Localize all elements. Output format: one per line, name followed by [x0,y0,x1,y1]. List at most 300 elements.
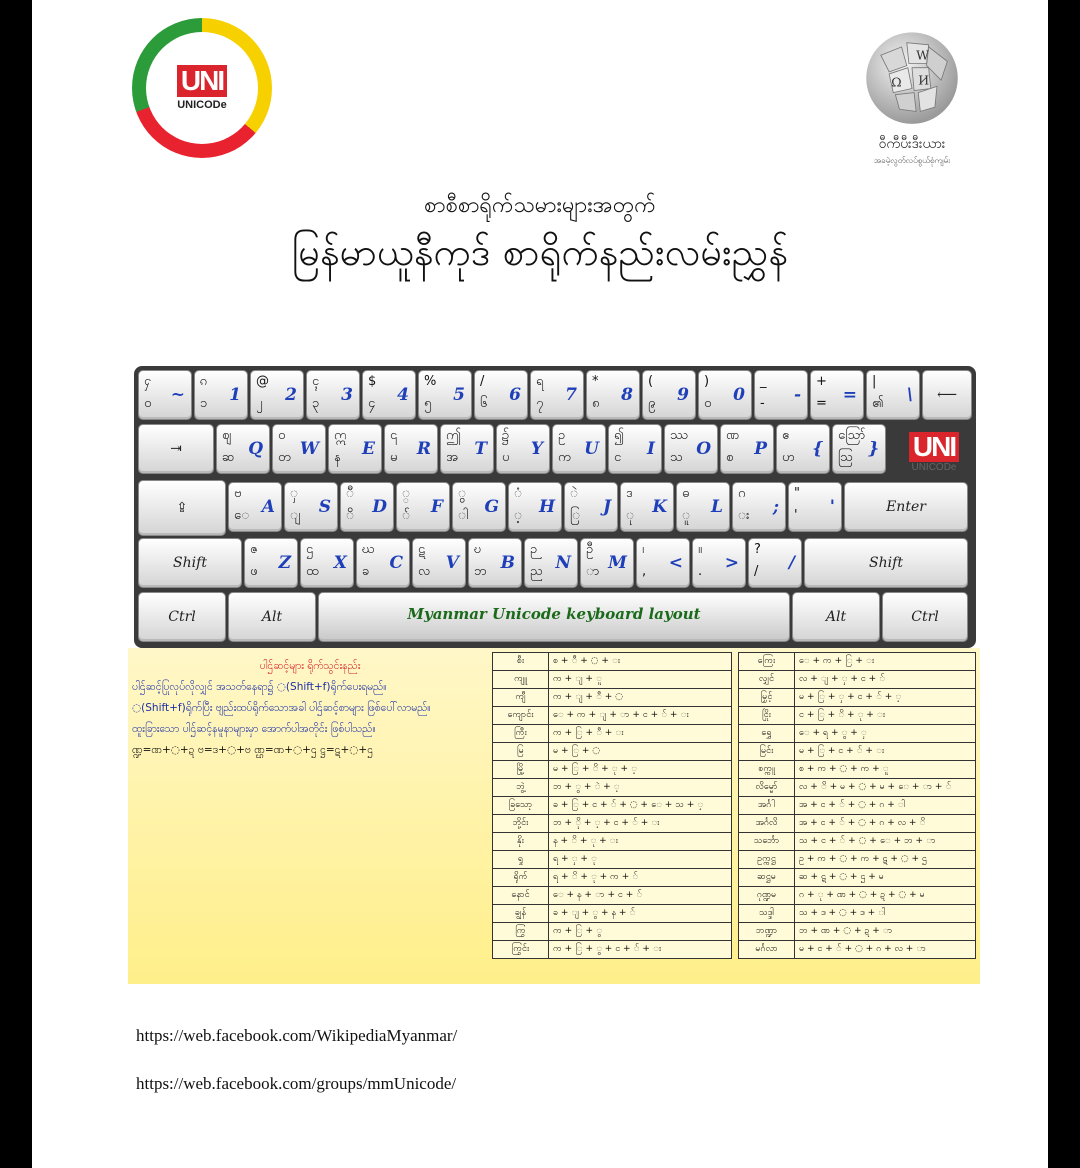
key-r3-7-latin: K [652,497,667,517]
key-r1-5[interactable] [418,370,472,420]
key-r1-7-shift-char: ရ [536,374,544,389]
key-r3-2-shift-char: ီ [346,486,355,501]
key-r2-6-latin: U [584,439,599,459]
unicode-logo [132,18,272,158]
key-r1-3[interactable] [306,370,360,420]
svg-text:W: W [916,47,929,63]
table-row [739,671,976,689]
table-row [739,725,976,743]
key-r3-0-shift-char: ဗ [234,486,242,501]
key-r1-0-base-char: ဝ [144,396,152,411]
key-backspace-label: ⟵ [936,387,958,403]
word-cell: ဘို့င်း [493,815,549,833]
key-ctrl-right[interactable] [882,592,968,642]
key-tab-label: ⇥ [170,441,182,457]
key-r2-11[interactable] [832,424,886,474]
key-tab[interactable] [138,424,214,474]
composition-cell: စ + က + ◌ + က + ူ [795,761,976,779]
key-r1-6-latin: 6 [509,385,521,405]
composition-cell: ဘ + ဏ + ◌ + ဍ + ာ [795,923,976,941]
key-r4-9-latin: / [788,553,795,573]
key-r2-7[interactable] [608,424,662,474]
key-r1-7-latin: 7 [565,385,577,405]
key-shift-right[interactable] [804,538,968,588]
word-cell: သင်္ဘော [739,833,795,851]
word-cell: စီး [493,653,549,671]
key-r2-8[interactable] [664,424,718,474]
table-row [739,851,976,869]
word-cell: ကြီး [493,725,549,743]
key-r3-0-base-char: ေ [234,508,250,523]
key-r4-4[interactable] [468,538,522,588]
word-cell: ချွန် [493,905,549,923]
key-r3-1[interactable] [284,482,338,532]
key-backslash[interactable] [866,370,920,420]
table-row [739,707,976,725]
space-bar-label: Myanmar Unicode keyboard layout [407,605,701,623]
key-r4-0-latin: Z [278,553,291,573]
key-r3-2-latin: D [372,497,387,517]
key-r3-6-latin: J [602,497,611,517]
key-r3-4[interactable] [452,482,506,532]
word-cell: အင်္ဂလိ [739,815,795,833]
key-r1-1[interactable] [194,370,248,420]
word-cell: ခြသော့ [493,797,549,815]
key-r3-3-shift-char: ္ [402,486,411,501]
document-page [32,0,1048,1168]
svg-text:Ω: Ω [891,74,902,90]
key-r3-3-latin: F [430,497,443,517]
composition-cell: က + ြ + ွ [549,923,732,941]
key-r2-5-latin: Y [530,439,543,459]
composition-cell: င + ြ + ိ + ု + း [795,707,976,725]
key-r1-10-shift-char: ) [704,374,710,389]
key-r3-8-latin: L [711,497,723,517]
key-r1-11-latin: - [793,385,801,405]
key-r1-1-latin: 1 [229,385,241,405]
key-r1-6[interactable] [474,370,528,420]
key-alt-right-label: Alt [825,609,847,625]
stacking-guide-panel [128,648,980,984]
key-r2-9[interactable] [720,424,774,474]
word-cell: ဂုဏ္ဍမ [739,887,795,905]
key-r3-9-base-char: း [738,508,750,523]
key-alt-right[interactable] [792,592,880,642]
composition-cell: သ + ဒ + ◌ + ဒ + ါ [795,905,976,923]
composition-cell: ေ + က + ြ + း [795,653,976,671]
key-r4-4-latin: B [500,553,515,573]
table-row [493,815,732,833]
word-cell: နောင် [493,887,549,905]
composition-cell: န + ိ + ု + း [549,833,732,851]
key-r1-7-base-char: ၇ [536,396,544,411]
word-cell: ဘဏ္ဍာ [739,923,795,941]
table-row [493,869,732,887]
word-cell: နိုး [493,833,549,851]
key-r4-5[interactable] [524,538,578,588]
key-r4-6[interactable] [580,538,634,588]
key-r4-2[interactable] [356,538,410,588]
key-r1-2[interactable] [250,370,304,420]
table-row [739,761,976,779]
word-cell: ကြေး [739,653,795,671]
key-r4-0[interactable] [244,538,298,588]
key-r2-5-shift-char: ၌ [502,428,510,443]
composition-cell: ဂ + ု + ဏ + ◌ + ဍ + ◌ + မ [795,887,976,905]
key-r3-2[interactable] [340,482,394,532]
key-r2-9-shift-char: ဏ [726,428,740,443]
word-cell: ကြွင်း [493,941,549,959]
word-cell: ကျူ [493,671,549,689]
key-r1-10[interactable] [698,370,752,420]
key-r2-10-base-char: ဟ [782,450,795,465]
key-r4-7-shift-char: ၊ [642,542,645,557]
wikipedia-tagline: အခမဲ့လွတ်လပ်စွယ်စုံကျမ်း [873,156,951,165]
key-r4-3-base-char: လ [418,564,431,579]
key-r1-8-latin: 8 [621,385,633,405]
key-r2-8-latin: O [696,439,711,459]
keyboard-diagram [134,366,976,648]
key-r2-0-shift-char: ဈ [222,428,232,443]
key-ctrl-left-label: Ctrl [168,609,196,625]
key-r1-5-base-char: ၅ [424,396,432,411]
word-cell: ဥက္ကဋ္ဌ [739,851,795,869]
key-r2-0-latin: Q [248,439,263,459]
key-shift-right-label: Shift [869,555,903,571]
key-r2-6-base-char: က [558,450,571,465]
word-cell: ရိုက် [493,869,549,887]
key-r3-10-shift-char: " [794,486,800,501]
key-r3-5-base-char: ့ [514,508,523,523]
key-r2-2-latin: E [362,439,375,459]
key-r2-8-base-char: သ [670,450,683,465]
key-r2-10-latin: { [812,439,823,459]
key-r2-9-base-char: စ [726,450,734,465]
key-r4-8[interactable] [692,538,746,588]
svg-text:И: И [918,72,930,88]
key-r4-5-shift-char: ဉ [530,542,538,557]
page-title: မြန်မာယူနီကုဒ် စာရိုက်နည်းလမ်းညွှန် [291,230,789,274]
key-r3-6-shift-char: ဲ [570,486,579,501]
key-r2-7-base-char: င [614,450,622,465]
key-r1-5-shift-char: % [424,374,437,389]
key-r1-4-latin: 4 [397,385,409,405]
key-r1-10-latin: 0 [733,385,745,405]
key-r4-2-shift-char: ဃ [362,542,375,557]
word-cell: မင်္ဂလာ [739,941,795,959]
key-backspace[interactable] [922,370,972,420]
key-r3-4-latin: G [484,497,499,517]
key-r1-3-base-char: ၃ [312,396,320,411]
key-r2-3-latin: R [416,439,431,459]
key-r1-2-latin: 2 [285,385,297,405]
key-r1-12-shift-char: + [816,374,827,389]
composition-cell: ဘ + ွ + ဲ + ့ [549,779,732,797]
composition-cell: အ + င + ် + ◌ + ဂ + လ + ိ [795,815,976,833]
key-r4-3-latin: V [445,553,459,573]
key-r3-0[interactable] [228,482,282,532]
key-r3-2-base-char: ိ [346,508,355,523]
key-r2-4[interactable] [440,424,494,474]
key-backslash-latin: \ [906,385,913,405]
key-backslash-base-char: ၏ [872,396,884,411]
key-r4-9-base-char: / [754,564,759,579]
table-row [493,833,732,851]
key-r3-8-base-char: ူ [682,508,691,523]
key-r4-3-shift-char: ဋ [418,542,426,557]
key-r2-7-shift-char: ၍ [614,428,624,443]
composition-cell: စ + ီ + ◌ + း [549,653,732,671]
key-r2-1-base-char: တ [278,450,291,465]
key-r2-8-shift-char: ဿ [670,428,688,443]
word-cell: မြို့ [493,761,549,779]
key-r1-11[interactable] [754,370,808,420]
key-r4-0-base-char: ဖ [250,564,258,579]
word-cell: မြင်း [739,743,795,761]
facebook-link-wikipedia[interactable]: https://web.facebook.com/WikipediaMyanmar/ [136,1026,458,1045]
key-r2-11-latin: } [868,439,879,459]
key-r2-10-shift-char: ဧ [782,428,790,443]
table-row [493,779,732,797]
notes-line-2: ◌(Shift+f)ရိုက်ပြီး ဗျည်းထပ်ရိုက်သောအခါ ပါဌ်ဆင့်စာများ ဖြစ်ပေါ်လာမည်။ [132,702,431,714]
key-r4-1-shift-char: ဌ [306,542,314,557]
key-r3-4-shift-char: ွ [458,486,467,501]
table-row [493,653,732,671]
key-r2-5-base-char: ပ [502,450,510,465]
table-row [739,869,976,887]
key-r4-1-latin: X [333,553,347,573]
table-row [493,689,732,707]
key-r2-7-latin: I [647,439,655,459]
key-r3-6[interactable] [564,482,618,532]
key-ctrl-left[interactable] [138,592,226,642]
word-cell: ကျီ [493,689,549,707]
key-r3-1-base-char: ျ [290,508,301,523]
key-r4-5-base-char: ည [530,564,543,579]
key-alt-left[interactable] [228,592,316,642]
key-r2-2[interactable] [328,424,382,474]
key-r1-0[interactable] [138,370,192,420]
word-cell: မြှင့် [739,689,795,707]
key-r1-6-base-char: ၆ [480,396,488,411]
table-row [739,689,976,707]
composition-table-right [738,652,976,959]
table-row [493,887,732,905]
table-row [739,923,976,941]
table-row [493,905,732,923]
composition-cell: ေ + န + ာ + င + ် [549,887,732,905]
key-r1-9[interactable] [642,370,696,420]
table-row [739,815,976,833]
stacking-notes [132,656,488,761]
key-r3-10-base-char: ' [794,508,798,523]
key-r4-0-shift-char: ဇ [250,542,258,557]
key-r1-0-shift-char: ႁ [144,374,152,389]
key-r3-7[interactable] [620,482,674,532]
key-r3-4-base-char: ါ [458,508,469,523]
key-r4-6-latin: M [608,553,627,573]
word-cell: လျှင် [739,671,795,689]
composition-cell: ေ + ရ + ွ + ှ [795,725,976,743]
key-r1-10-base-char: ၀ [704,396,712,411]
key-r3-5-latin: H [538,497,555,517]
composition-cell: သ + င + ် + ◌ + ေ + ဘ + ာ [795,833,976,851]
composition-cell: က + ြ + ွ + င + ် + း [549,941,732,959]
composition-cell: ဥ + က + ◌ + က + ဋ + ◌ + ဌ [795,851,976,869]
key-r1-7[interactable] [530,370,584,420]
key-r1-9-latin: 9 [677,385,689,405]
key-r2-2-shift-char: ဣ [334,428,347,443]
key-r2-10[interactable] [776,424,830,474]
key-r4-8-base-char: . [698,564,703,579]
key-r3-9-shift-char: ဂ [738,486,746,501]
key-r2-3-base-char: မ [390,450,398,465]
key-r1-8-base-char: ၈ [592,396,600,411]
composition-cell: က + ြ + ီ + း [549,725,732,743]
key-r3-7-shift-char: ဒ [626,486,633,501]
key-r4-7-base-char: , [642,564,647,579]
table-row [493,761,732,779]
key-r2-11-base-char: ဩ [838,450,853,465]
key-r1-9-base-char: ၉ [648,396,656,411]
key-shift-left[interactable] [138,538,242,588]
key-r4-9-shift-char: ? [754,542,761,557]
table-row [493,707,732,725]
composition-cell: မ + ြ + ိ + ု + ့ [549,761,732,779]
wikipedia-name: ဝီကီပီးဒီးယား [878,136,946,152]
key-r1-3-latin: 3 [341,385,353,405]
composition-cell: ေ + က + ျ + ာ + င + ် + း [549,707,732,725]
key-alt-left-label: Alt [261,609,283,625]
notes-heading: ပါဌ်ဆင့်များ ရိုက်သွင်းနည်း [259,660,361,672]
key-r2-6-shift-char: ဥ [558,428,566,443]
key-r1-5-latin: 5 [453,385,465,405]
key-space[interactable] [318,592,790,642]
composition-cell: ဆ + ဋ + ◌ + ဌ + မ [795,869,976,887]
wikipedia-logo [852,24,972,167]
key-r2-4-latin: T [474,439,487,459]
key-capslock[interactable] [138,480,226,536]
key-r3-3[interactable] [396,482,450,532]
key-r1-8-shift-char: * [592,374,599,389]
composition-cell: ခ + ျ + ွ + န + ် [549,905,732,923]
key-r1-12-base-char: = [816,396,827,411]
table-row [493,671,732,689]
keyboard-logo-mark: UNI [909,432,959,462]
key-r1-6-shift-char: / [480,374,485,389]
table-row [739,653,976,671]
key-r4-8-latin: > [724,553,739,573]
unicode-logo-mark: UNI [177,65,227,97]
key-r4-9[interactable] [748,538,802,588]
key-capslock-label: ⇪ [176,500,188,516]
key-shift-left-label: Shift [173,555,207,571]
key-r3-8-shift-char: ဓ [682,486,690,501]
key-r3-9[interactable] [732,482,786,532]
composition-cell: အ + င + ် + ◌ + ဂ + ါ [795,797,976,815]
key-r4-4-shift-char: ဎ [474,542,482,557]
key-r4-7[interactable] [636,538,690,588]
key-r3-3-base-char: ် [402,508,411,523]
table-row [739,941,976,959]
word-cell: လိမ္မော် [739,779,795,797]
key-r1-1-base-char: ၁ [200,396,208,411]
key-r1-9-shift-char: ( [648,374,654,389]
key-enter[interactable] [844,482,968,532]
key-r3-9-latin: ; [772,497,779,517]
key-r2-3[interactable] [384,424,438,474]
key-r1-8[interactable] [586,370,640,420]
key-r3-5[interactable] [508,482,562,532]
key-r3-1-shift-char: ှ [290,486,299,501]
key-r1-4-shift-char: $ [368,374,377,389]
composition-cell: မ + င + ် + ◌ + ဂ + လ + ာ [795,941,976,959]
composition-cell: မ + ြ + ှ + င + ် + ့ [795,689,976,707]
key-r2-6[interactable] [552,424,606,474]
word-cell: ကြွ [493,923,549,941]
key-r1-4-base-char: ၄ [368,396,376,411]
composition-cell: မ + ြ + ◌ [549,743,732,761]
key-ctrl-right-label: Ctrl [911,609,939,625]
keyboard-unicode-logo [898,432,970,486]
key-r2-0[interactable] [216,424,270,474]
key-r4-6-base-char: ာ [586,564,600,579]
key-r4-5-latin: N [555,553,571,573]
word-cell: ရှု [493,851,549,869]
key-r2-5[interactable] [496,424,550,474]
key-r4-1[interactable] [300,538,354,588]
key-r3-0-latin: A [261,497,275,517]
table-row [493,941,732,959]
table-row [739,833,976,851]
table-row [493,797,732,815]
key-r1-2-shift-char: @ [256,374,269,389]
word-cell: ဆဋ္ဌမ [739,869,795,887]
word-cell: ငြိုး [739,707,795,725]
key-r1-12[interactable] [810,370,864,420]
keyboard-logo-word: UNICODe [911,462,957,473]
key-r1-0-latin: ~ [170,385,185,405]
word-cell: ဘွဲ့ [493,779,549,797]
facebook-link-group[interactable]: https://web.facebook.com/groups/mmUnicode/ [136,1074,457,1093]
composition-cell: ရ + ှ + ု [549,851,732,869]
key-r1-2-base-char: ၂ [256,396,263,411]
key-r2-1-shift-char: ဝ [278,428,286,443]
key-r1-4[interactable] [362,370,416,420]
key-r2-4-shift-char: ဤ [446,428,461,443]
table-row [493,743,732,761]
notes-examples: ဏ္ဍ=ဏ+◌+ဍ ဗ=ဒ+◌+ဗ ဏ္ဌ=ဏ+◌+ဌ ဋ္ဌ=ဋ+◌+ဌ [132,744,374,756]
table-row [739,797,976,815]
key-r1-12-latin: = [842,385,857,405]
notes-line-3: ထူးခြားသော ပါဌ်ဆင့်နမူနာများမှာ အောက်ပါအတိုင်း ဖြစ်ပါသည်။ [132,723,376,735]
key-r2-3-shift-char: ၎ [390,428,398,443]
key-r3-10[interactable] [788,482,842,532]
key-r4-7-latin: < [668,553,683,573]
key-r2-4-base-char: အ [446,450,458,465]
word-cell: မြ [493,743,549,761]
word-cell: စက္ကူ [739,761,795,779]
key-r2-2-base-char: န [334,450,341,465]
key-r2-1[interactable] [272,424,326,474]
table-row [739,887,976,905]
table-row [739,743,976,761]
key-r1-11-shift-char: _ [760,374,767,389]
page-subtitle: စာစီစာရိုက်သမားများအတွက် [424,193,656,218]
key-r3-8[interactable] [676,482,730,532]
key-r4-3[interactable] [412,538,466,588]
table-row [493,923,732,941]
